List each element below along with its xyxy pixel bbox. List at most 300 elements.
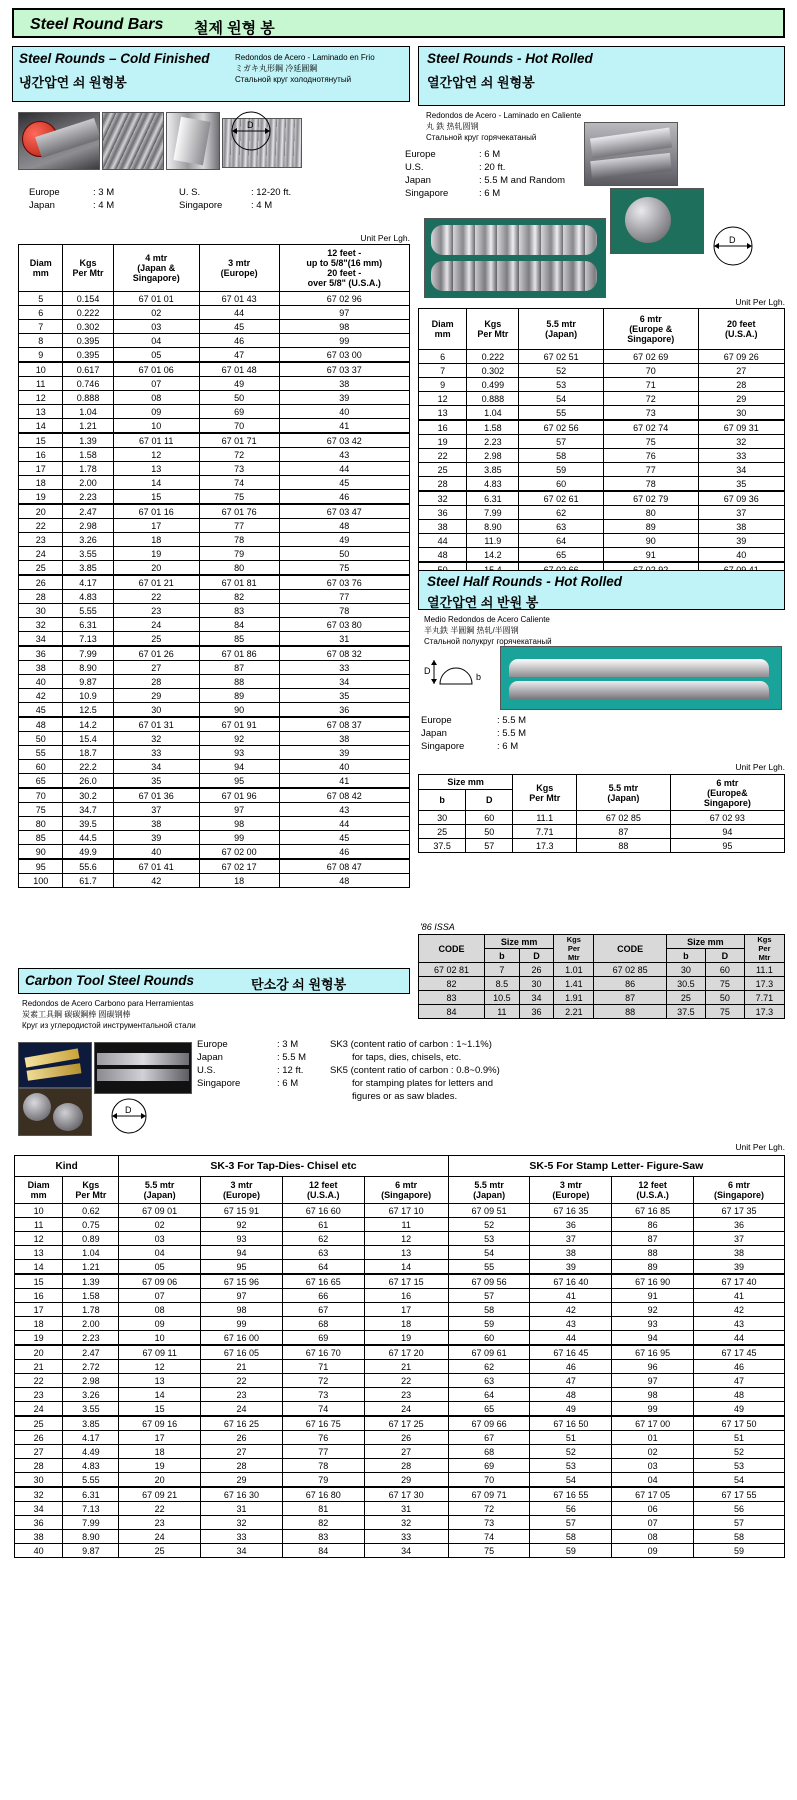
carbon-len-label-0: Europe (197, 1039, 228, 1050)
table-cell: 0.499 (467, 378, 519, 392)
table-cell: 44 (530, 1331, 612, 1346)
table-cell: 45 (279, 476, 409, 490)
table-cell: 25 (666, 991, 705, 1005)
table-cell: 82 (199, 590, 279, 604)
table-row (19, 391, 410, 405)
table-cell: 67 02 74 (603, 420, 698, 435)
table-cell: 39 (279, 391, 409, 405)
table-cell: 97 (199, 803, 279, 817)
table-row (19, 817, 410, 831)
table-row (15, 1416, 785, 1431)
table-row (419, 392, 785, 406)
table-cell: 67 08 32 (279, 646, 409, 661)
table-cell: 19 (113, 547, 199, 561)
table-row (15, 1502, 785, 1516)
table-cell: 39 (279, 746, 409, 760)
table-cell: 25 (15, 1416, 63, 1431)
table-cell: 87 (612, 1232, 694, 1246)
table-cell: 34 (364, 1544, 448, 1558)
table-cell: 8.90 (467, 520, 519, 534)
table-cell: 67 02 61 (519, 491, 603, 506)
table-cell: 67 16 95 (612, 1345, 694, 1360)
table-cell: 50 (199, 391, 279, 405)
svg-text:b: b (476, 672, 482, 682)
table-row (15, 1388, 785, 1402)
table-cell: 23 (119, 1516, 201, 1530)
table-row (19, 746, 410, 760)
table-cell: 19 (19, 490, 63, 505)
table-cell: 49 (693, 1402, 784, 1417)
table-cell: 34 (15, 1502, 63, 1516)
table-cell: 15 (119, 1402, 201, 1417)
table-row (419, 963, 785, 977)
table-cell: 67 17 50 (693, 1416, 784, 1431)
table-cell: 33 (279, 661, 409, 675)
table-cell: 57 (448, 1289, 530, 1303)
half-sub-es: Medio Redondos de Acero Caliente (424, 615, 550, 624)
hot-heading-en: Steel Rounds - Hot Rolled (427, 51, 593, 66)
table-cell: 3.85 (467, 463, 519, 477)
table-cell: 20 (15, 1345, 63, 1360)
table-row (19, 519, 410, 533)
table-cell: 87 (199, 661, 279, 675)
table-cell: 40 (279, 760, 409, 774)
table-cell: 41 (530, 1289, 612, 1303)
table-cell: 28 (201, 1459, 283, 1473)
table-row (19, 292, 410, 306)
table-cell: 8.5 (485, 977, 520, 991)
carbon-th-group1: SK-3 For Tap-Dies- Chisel etc (119, 1156, 448, 1177)
issa-th-code-2: CODE (594, 935, 667, 963)
table-row (19, 533, 410, 547)
table-cell: 04 (119, 1246, 201, 1260)
table-cell: 57 (530, 1516, 612, 1530)
table-cell: 0.617 (63, 362, 113, 377)
table-cell: 61.7 (63, 874, 113, 888)
cold-table-body (19, 292, 410, 888)
table-cell: 31 (279, 632, 409, 647)
table-cell: 14.2 (467, 548, 519, 563)
hot-bar-photo-2 (610, 188, 704, 254)
carbon-photo-1 (18, 1042, 92, 1088)
table-cell: 75 (279, 561, 409, 576)
hot-len-value-1: : 20 ft. (479, 162, 506, 173)
table-row (19, 717, 410, 732)
table-cell: 50 (279, 547, 409, 561)
table-cell: 9.87 (63, 675, 113, 689)
table-cell: 37.5 (666, 1005, 705, 1019)
table-cell: 99 (199, 831, 279, 845)
hot-th-55mtr: 5.5 mtr (Japan) (519, 309, 603, 350)
table-cell: 67 09 36 (698, 491, 784, 506)
table-row (15, 1360, 785, 1374)
table-cell: 67 16 00 (201, 1331, 283, 1346)
carbon-th-sk3-55: 5.5 mtr (Japan) (119, 1177, 201, 1204)
hot-len-value-2: : 5.5 M and Random (479, 175, 566, 186)
table-cell: 2.98 (467, 449, 519, 463)
table-cell: 9.87 (63, 1544, 119, 1558)
table-cell: 29 (364, 1473, 448, 1488)
table-cell: 67 09 11 (119, 1345, 201, 1360)
carbon-note-0: SK3 (content ratio of carbon : 1~1.1%) (330, 1039, 492, 1050)
carbon-note-1: for taps, dies, chisels, etc. (352, 1052, 462, 1063)
hot-rolled-header (418, 46, 785, 106)
table-cell: 0.302 (63, 320, 113, 334)
table-cell: 67 01 06 (113, 362, 199, 377)
table-cell: 33 (698, 449, 784, 463)
table-cell: 11 (364, 1218, 448, 1232)
table-cell: 87 (594, 991, 667, 1005)
table-row (19, 661, 410, 675)
table-cell: 30 (519, 977, 554, 991)
cold-unit-note: Unit Per Lgh. (360, 233, 410, 243)
table-cell: 24 (15, 1402, 63, 1417)
table-cell: 08 (612, 1530, 694, 1544)
table-cell: 4.17 (63, 575, 113, 590)
table-cell: 62 (448, 1360, 530, 1374)
table-row (419, 534, 785, 548)
table-cell: 10 (19, 362, 63, 377)
table-cell: 2.98 (63, 519, 113, 533)
table-cell: 26 (15, 1431, 63, 1445)
cold-th-kgs: Kgs Per Mtr (63, 245, 113, 292)
table-cell: 50 (466, 825, 513, 839)
hot-th-20feet: 20 feet (U.S.A.) (698, 309, 784, 350)
table-cell: 39 (113, 831, 199, 845)
table-cell: 67 (448, 1431, 530, 1445)
carbon-th-sk3-3: 3 mtr (Europe) (201, 1177, 283, 1204)
table-cell: 30 (113, 703, 199, 718)
table-cell: 29 (113, 689, 199, 703)
table-cell: 83 (419, 991, 485, 1005)
table-row (19, 604, 410, 618)
carbon-len-value-3: : 6 M (277, 1078, 299, 1089)
table-cell: 52 (519, 364, 603, 378)
table-cell: 67 09 56 (448, 1274, 530, 1289)
table-cell: 48 (693, 1388, 784, 1402)
half-lengths (420, 714, 640, 753)
table-cell: 43 (279, 803, 409, 817)
table-cell: 27 (201, 1445, 283, 1459)
table-cell: 92 (201, 1218, 283, 1232)
table-row (15, 1204, 785, 1218)
cold-bar-photo-2 (102, 112, 164, 170)
table-cell: 67 17 30 (364, 1487, 448, 1502)
table-cell: 42 (113, 874, 199, 888)
table-cell: 65 (448, 1402, 530, 1417)
carbon-sub-ru: Круг из углеродистой инструментальной стали (22, 1021, 196, 1030)
table-cell: 60 (448, 1331, 530, 1346)
half-th-b: b (419, 790, 466, 811)
table-cell: 44.5 (63, 831, 113, 845)
table-cell: 40 (279, 405, 409, 419)
table-row (419, 477, 785, 492)
table-row (15, 1374, 785, 1388)
diameter-symbol-cold (216, 108, 286, 154)
table-cell: 67 01 86 (199, 646, 279, 661)
table-cell: 87 (577, 825, 670, 839)
table-cell: 25 (113, 632, 199, 647)
table-cell: 15.4 (63, 732, 113, 746)
table-row (15, 1303, 785, 1317)
table-row (15, 1544, 785, 1558)
table-cell: 60 (19, 760, 63, 774)
table-cell: 55 (448, 1260, 530, 1275)
table-row (15, 1345, 785, 1360)
table-cell: 10 (119, 1331, 201, 1346)
table-row (15, 1516, 785, 1530)
table-cell: 99 (612, 1402, 694, 1417)
table-cell: 90 (199, 703, 279, 718)
table-cell: 85 (199, 632, 279, 647)
table-cell: 5.55 (63, 1473, 119, 1488)
table-cell: 73 (448, 1516, 530, 1530)
table-cell: 77 (603, 463, 698, 477)
table-cell: 12 (113, 448, 199, 462)
table-cell: 67 15 91 (201, 1204, 283, 1218)
table-cell: 28 (698, 378, 784, 392)
table-cell: 7 (485, 963, 520, 977)
table-cell: 28 (15, 1459, 63, 1473)
table-cell: 20 (119, 1473, 201, 1488)
carbon-heading-kr: 탄소강 쇠 원형봉 (251, 977, 347, 992)
table-cell: 22 (119, 1502, 201, 1516)
table-cell: 34 (279, 675, 409, 689)
table-cell: 08 (113, 391, 199, 405)
table-cell: 58 (519, 449, 603, 463)
table-cell: 75 (705, 1005, 744, 1019)
table-cell: 76 (282, 1431, 364, 1445)
table-cell: 34.7 (63, 803, 113, 817)
table-cell: 3.55 (63, 547, 113, 561)
table-cell: 11 (485, 1005, 520, 1019)
table-cell: 77 (199, 519, 279, 533)
table-cell: 05 (113, 348, 199, 363)
table-cell: 80 (199, 561, 279, 576)
cold-len-value-3: : 4 M (251, 200, 273, 211)
table-cell: 54 (530, 1473, 612, 1488)
table-cell: 83 (282, 1530, 364, 1544)
table-cell: 44 (419, 534, 467, 548)
table-cell: 58 (693, 1530, 784, 1544)
table-cell: 67 02 79 (603, 491, 698, 506)
table-cell: 11.1 (744, 963, 784, 977)
table-row (419, 1005, 785, 1019)
half-th-55mtr: 5.5 mtr (Japan) (577, 775, 670, 811)
table-row (19, 774, 410, 789)
table-cell: 67 09 01 (119, 1204, 201, 1218)
half-heading-en: Steel Half Rounds - Hot Rolled (427, 574, 623, 589)
page-title-kr: 철제 원형 봉 (194, 20, 275, 37)
table-cell: 7 (419, 364, 467, 378)
table-cell: 04 (113, 334, 199, 348)
table-cell: 70 (199, 419, 279, 434)
table-cell: 7.99 (467, 506, 519, 520)
table-cell: 36 (519, 1005, 554, 1019)
table-row (419, 506, 785, 520)
table-cell: 1.04 (63, 1246, 119, 1260)
hot-sub-es: Redondos de Acero - Laminado en Caliente (426, 111, 582, 120)
table-cell: 79 (282, 1473, 364, 1488)
table-cell: 23 (201, 1388, 283, 1402)
table-row (15, 1317, 785, 1331)
table-cell: 67 (282, 1303, 364, 1317)
table-cell: 23 (19, 533, 63, 547)
table-cell: 07 (113, 377, 199, 391)
table-cell: 38 (530, 1246, 612, 1260)
table-cell: 67 01 36 (113, 788, 199, 803)
table-row (19, 575, 410, 590)
table-cell: 67 02 85 (594, 963, 667, 977)
table-cell: 38 (693, 1246, 784, 1260)
table-cell: 67 02 00 (199, 845, 279, 860)
table-cell: 29 (698, 392, 784, 406)
table-cell: 12.5 (63, 703, 113, 718)
table-row (419, 839, 785, 853)
table-cell: 65 (19, 774, 63, 789)
table-row (19, 306, 410, 320)
table-cell: 21 (364, 1360, 448, 1374)
table-cell: 34 (698, 463, 784, 477)
table-cell: 37 (693, 1232, 784, 1246)
table-cell: 37.5 (419, 839, 466, 853)
table-cell: 67 08 37 (279, 717, 409, 732)
hot-th-6mtr: 6 mtr (Europe & Singapore) (603, 309, 698, 350)
table-cell: 11.1 (513, 811, 577, 825)
table-row (19, 788, 410, 803)
table-cell: 97 (279, 306, 409, 320)
table-cell: 12 (419, 392, 467, 406)
table-cell: 53 (519, 378, 603, 392)
svg-text:D: D (125, 1105, 132, 1115)
table-cell: 14.2 (63, 717, 113, 732)
table-cell: 43 (530, 1317, 612, 1331)
table-cell: 7.71 (744, 991, 784, 1005)
table-cell: 24 (201, 1402, 283, 1417)
table-cell: 35 (113, 774, 199, 789)
table-row (19, 689, 410, 703)
table-cell: 48 (419, 548, 467, 563)
carbon-photo-2 (18, 1088, 92, 1136)
table-cell: 7 (19, 320, 63, 334)
table-cell: 75 (705, 977, 744, 991)
table-cell: 89 (199, 689, 279, 703)
table-cell: 67 16 25 (201, 1416, 283, 1431)
carbon-heading-en: Carbon Tool Steel Rounds (25, 973, 195, 988)
table-cell: 94 (201, 1246, 283, 1260)
half-len-label-0: Europe (421, 715, 452, 726)
table-cell: 28 (113, 675, 199, 689)
table-cell: 73 (603, 406, 698, 421)
table-cell: 83 (199, 604, 279, 618)
table-row (419, 463, 785, 477)
table-cell: 59 (519, 463, 603, 477)
cold-len-value-0: : 3 M (93, 187, 115, 198)
issa-th-b1: b (485, 949, 520, 963)
table-cell: 67 17 25 (364, 1416, 448, 1431)
table-cell: 19 (15, 1331, 63, 1346)
table-cell: 6.31 (63, 1487, 119, 1502)
table-cell: 67 01 96 (199, 788, 279, 803)
carbon-len-value-0: : 3 M (277, 1039, 299, 1050)
table-cell: 02 (113, 306, 199, 320)
table-cell: 78 (282, 1459, 364, 1473)
carbon-th-kind: Kind (15, 1156, 119, 1177)
half-len-label-1: Japan (421, 728, 447, 739)
table-cell: 75 (448, 1544, 530, 1558)
half-round-photo (500, 646, 782, 710)
hot-rolled-table (418, 308, 785, 577)
table-cell: 7.13 (63, 632, 113, 647)
hot-th-diam: Diam mm (419, 309, 467, 350)
table-row (19, 362, 410, 377)
table-cell: 55.6 (63, 859, 113, 874)
table-cell: 2.00 (63, 476, 113, 490)
table-cell: 44 (279, 462, 409, 476)
table-cell: 67 15 96 (201, 1274, 283, 1289)
cold-len-value-2: : 4 M (93, 200, 115, 211)
table-cell: 67 03 76 (279, 575, 409, 590)
table-cell: 49.9 (63, 845, 113, 860)
table-cell: 68 (282, 1317, 364, 1331)
table-cell: 14 (113, 476, 199, 490)
hot-th-kgs: Kgs Per Mtr (467, 309, 519, 350)
table-cell: 39 (693, 1260, 784, 1275)
carbon-th-sk3-12: 12 feet (U.S.A.) (282, 1177, 364, 1204)
carbon-th-diam: Diam mm (15, 1177, 63, 1204)
table-cell: 67 09 66 (448, 1416, 530, 1431)
table-cell: 78 (199, 533, 279, 547)
table-cell: 72 (603, 392, 698, 406)
table-cell: 11.9 (467, 534, 519, 548)
carbon-note-2: SK5 (content ratio of carbon : 0.8~0.9%) (330, 1065, 500, 1076)
table-cell: 14 (19, 419, 63, 434)
table-cell: 09 (119, 1317, 201, 1331)
table-cell: 67 01 41 (113, 859, 199, 874)
table-cell: 95 (19, 859, 63, 874)
table-cell: 54 (693, 1473, 784, 1488)
table-cell: 67 16 05 (201, 1345, 283, 1360)
table-cell: 91 (603, 548, 698, 563)
table-cell: 88 (594, 1005, 667, 1019)
table-cell: 98 (199, 817, 279, 831)
table-cell: 1.58 (63, 1289, 119, 1303)
table-row (19, 703, 410, 718)
table-cell: 16 (364, 1289, 448, 1303)
hot-sub-jp: 丸 鉄 热轧圆钢 (426, 122, 479, 131)
table-cell: 02 (612, 1445, 694, 1459)
table-cell: 1.58 (467, 420, 519, 435)
table-cell: 67 02 69 (603, 350, 698, 364)
table-cell: 32 (19, 618, 63, 632)
table-cell: 54 (519, 392, 603, 406)
table-cell: 17 (364, 1303, 448, 1317)
table-cell: 72 (282, 1374, 364, 1388)
carbon-th-sk3-6: 6 mtr (Singapore) (364, 1177, 448, 1204)
cold-lengths (28, 186, 408, 212)
table-cell: 04 (612, 1473, 694, 1488)
table-cell: 1.21 (63, 419, 113, 434)
table-row (19, 377, 410, 391)
cold-heading-en: Steel Rounds – Cold Finished (19, 51, 210, 66)
cold-th-4mtr: 4 mtr (Japan & Singapore) (113, 245, 199, 292)
table-cell: 7.99 (63, 646, 113, 661)
table-cell: 61 (282, 1218, 364, 1232)
table-cell: 78 (603, 477, 698, 492)
table-cell: 4.83 (63, 590, 113, 604)
table-cell: 33 (201, 1530, 283, 1544)
table-cell: 05 (119, 1260, 201, 1275)
